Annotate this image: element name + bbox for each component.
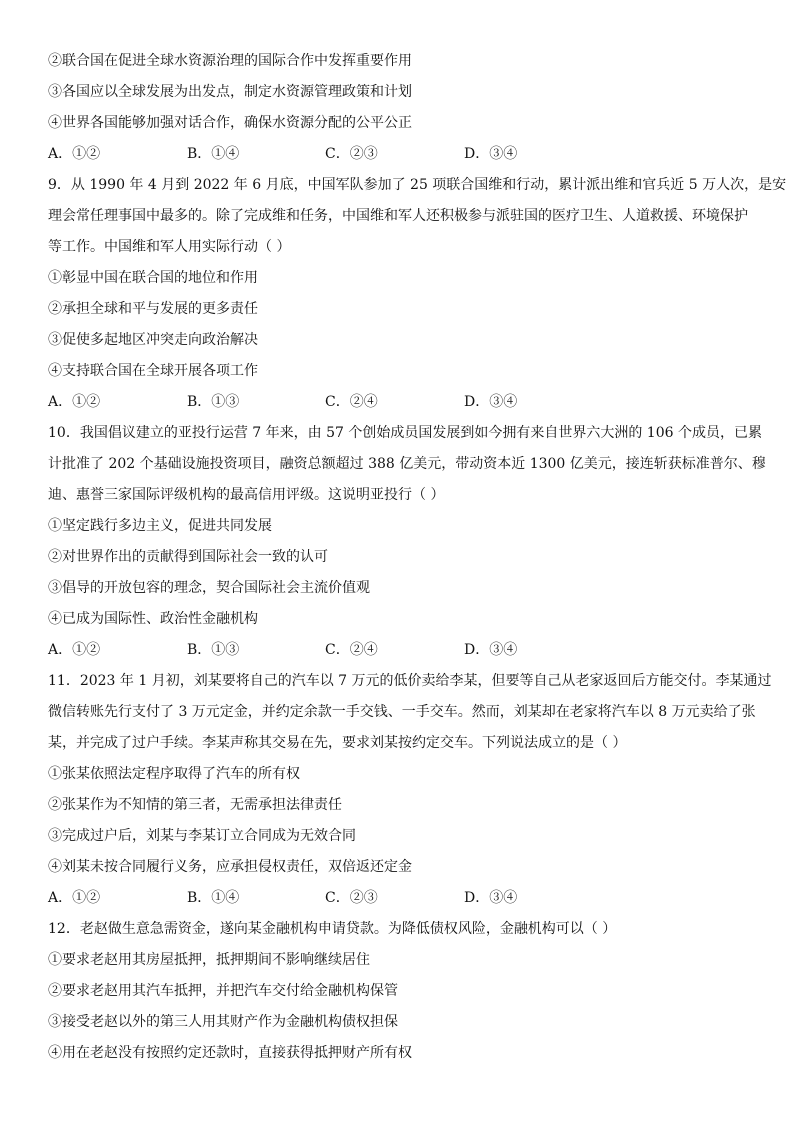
choice-item: ②对世界作出的贡献得到国际社会一致的认可 [48,549,328,565]
choice-item: ③各国应以全球发展为出发点，制定水资源管理政策和计划 [48,84,412,100]
choice-item: ②联合国在促进全球水资源治理的国际合作中发挥重要作用 [48,53,412,69]
choice-item: ④世界各国能够加强对话合作，确保水资源分配的公平公正 [48,115,412,131]
question-10 [48,418,766,666]
choice-item: ③倡导的开放包容的理念，契合国际社会主流价值观 [48,580,370,596]
choice-item: ④刘某未按合同履行义务，应承担侵权责任，双倍返还定金 [48,859,412,875]
option-d: D．③④ [464,394,518,410]
question-stem: 迪、惠誉三家国际评级机构的最高信用评级。这说明亚投行（ ） [48,487,445,503]
question-stem: 12．老赵做生意急需资金，遂向某金融机构申请贷款。为降低债权风险，金融机构可以（ ） [48,921,617,937]
choice-item: ①彰显中国在联合国的地位和作用 [48,270,258,286]
choice-item: ①张某依照法定程序取得了汽车的所有权 [48,766,300,782]
answer-options [48,635,748,666]
question-9 [48,170,787,418]
question-8-tail [48,46,748,170]
answer-options [48,139,748,170]
option-a: A．①② [48,642,101,658]
question-11 [48,666,772,914]
choice-item: ①坚定践行多边主义，促进共同发展 [48,518,272,534]
option-a: A．①② [48,394,101,410]
choice-item: ①要求老赵用其房屋抵押，抵押期间不影响继续居住 [48,952,370,968]
choice-item: ②承担全球和平与发展的更多责任 [48,301,258,317]
option-b: B．①④ [187,890,240,906]
question-12 [48,914,748,1069]
question-stem: 11．2023 年 1 月初，刘某要将自己的汽车以 7 万元的低价卖给李某，但要等自己从老家返回后方能交付。李某通过 [48,673,772,689]
choice-item: ④已成为国际性、政治性金融机构 [48,611,258,627]
exam-page [48,46,787,1069]
option-b: B．①③ [187,642,240,658]
question-stem: 等工作。中国维和军人用实际行动（ ） [48,239,291,255]
answer-options [48,387,748,418]
option-a: A．①② [48,146,101,162]
choice-item: ③接受老赵以外的第三人用其财产作为金融机构债权担保 [48,1014,398,1030]
option-c: C．②④ [325,394,378,410]
question-stem: 某，并完成了过户手续。李某声称其交易在先，要求刘某按约定交车。下列说法成立的是（ ） [48,735,627,751]
question-stem: 理会常任理事国中最多的。除了完成维和任务，中国维和军人还积极参与派驻国的医疗卫生、人道救援、环境保护 [48,208,748,224]
option-d: D．③④ [464,146,518,162]
choice-item: ②要求老赵用其汽车抵押，并把汽车交付给金融机构保管 [48,983,398,999]
option-c: C．②③ [325,890,378,906]
question-stem: 计批准了 202 个基础设施投资项目，融资总额超过 388 亿美元，带动资本近 1300 亿美元，接连斩获标准普尔、穆 [48,456,766,472]
option-c: C．②④ [325,642,378,658]
option-b: B．①④ [187,146,240,162]
option-d: D．③④ [464,642,518,658]
question-stem: 微信转账先行支付了 3 万元定金，并约定余款一手交钱、一手交车。然而，刘某却在老家将汽车以 8 万元卖给了张 [48,704,756,720]
choice-item: ③促使多起地区冲突走向政治解决 [48,332,258,348]
question-stem: 10．我国倡议建立的亚投行运营 7 年来，由 57 个创始成员国发展到如今拥有来自世界六大洲的 106 个成员，已累 [48,425,762,441]
choice-item: ④用在老赵没有按照约定还款时，直接获得抵押财产所有权 [48,1045,412,1061]
option-c: C．②③ [325,146,378,162]
choice-item: ③完成过户后，刘某与李某订立合同成为无效合同 [48,828,356,844]
option-a: A．①② [48,890,101,906]
option-d: D．③④ [464,890,518,906]
choice-item: ④支持联合国在全球开展各项工作 [48,363,258,379]
option-b: B．①③ [187,394,240,410]
choice-item: ②张某作为不知情的第三者，无需承担法律责任 [48,797,342,813]
answer-options [48,883,748,914]
question-stem: 9．从 1990 年 4 月到 2022 年 6 月底，中国军队参加了 25 项联合国维和行动，累计派出维和官兵近 5 万人次，是安 [48,177,787,193]
